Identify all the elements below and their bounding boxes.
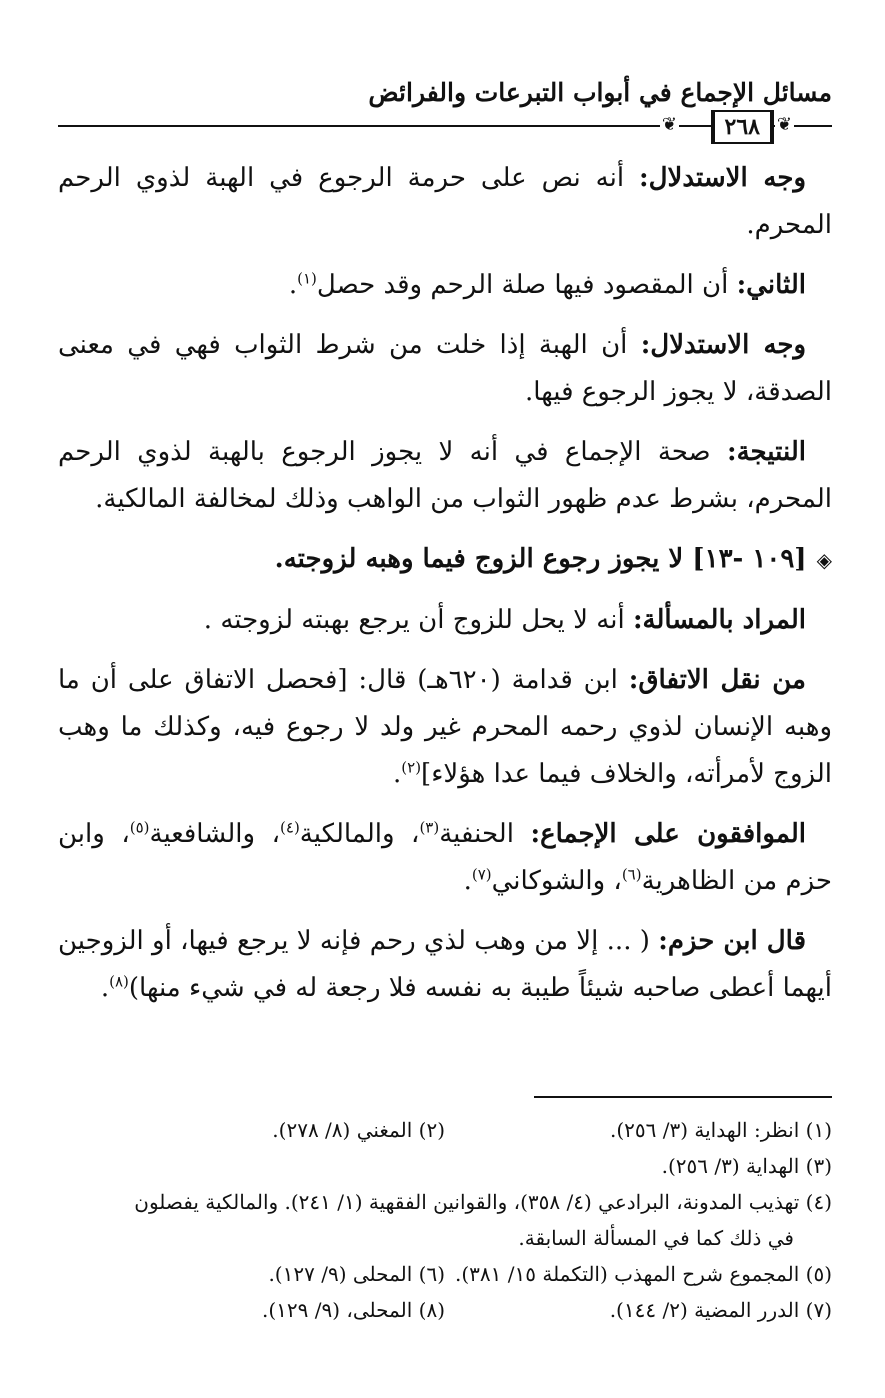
paragraph-label: النتيجة: <box>726 437 806 467</box>
footnote-ref[interactable]: (٥) <box>129 818 150 837</box>
paragraph: الثاني: أن المقصود فيها صلة الرحم وقد حصل$^{(١)}$. <box>288 269 806 300</box>
paragraph-text: أن المقصود فيها صلة الرحم وقد حصل <box>316 270 729 300</box>
ornament-icon: ❦ <box>661 114 677 135</box>
paragraph-text: أنه لا يحل للزوج أن يرجع بهبته لزوجته . <box>203 605 625 635</box>
footnote: (٦) المحلى (٩/ ١٢٧). <box>268 1262 445 1286</box>
ornament-icon: ❦ <box>776 114 792 135</box>
paragraph-label: وجه الاستدلال: <box>640 330 807 360</box>
diamond-icon: ◈ <box>816 548 832 572</box>
section-heading <box>58 536 832 584</box>
paragraph: الموافقون على الإجماع: الحنفية$^{(٣)}$، والمالكية$^{(٤)}$، والشافعية$^{(٥)}$، وابن حزم من الظاهرية$^{(٦)}$، والشوكاني$^{(٧)}$. <box>58 818 832 896</box>
running-title: مسائل الإجماع في أبواب التبرعات والفرائض <box>368 78 832 107</box>
page-number: ٢٦٨ <box>711 110 774 144</box>
paragraph-text: ( ... إلا من وهب لذي رحم فإنه لا يرجع فيها، أو الزوجين أيهما أعطى صاحبه شيئاً طيبة به نفسه فلا رجعة له في شيء منها) <box>58 926 832 1003</box>
footnote: (١) انظر: الهداية (٣/ ٢٥٦). <box>609 1118 832 1142</box>
footnote: (٤) تهذيب المدونة، البرادعي (٤/ ٣٥٨)، والقوانين الفقهية (١/ ٢٤١). والمالكية يفصلون <box>134 1190 832 1214</box>
paragraph-label: وجه الاستدلال: <box>639 163 807 193</box>
footnotes <box>58 1112 832 1328</box>
footnote: (٣) الهداية (٣/ ٢٥٦). <box>661 1154 832 1178</box>
paragraph <box>58 429 832 523</box>
paragraph-label: الثاني: <box>736 270 806 300</box>
footnote-ref[interactable]: (٦) <box>621 865 642 884</box>
heading-code: [١٠٩ -١٣] <box>692 544 807 574</box>
footnote-ref[interactable]: (٤) <box>280 818 300 837</box>
main-text <box>58 155 832 1025</box>
paragraph <box>58 155 832 249</box>
footnote-ref[interactable]: (٧) <box>471 865 492 884</box>
footnote-ref[interactable]: (٢) <box>401 758 422 777</box>
paragraph <box>58 322 832 416</box>
heading-text: لا يجوز رجوع الزوج فيما وهبه لزوجته. <box>274 544 684 574</box>
footnote: (٢) المغني (٨/ ٢٧٨). <box>272 1118 445 1142</box>
footnote-rule <box>534 1096 832 1098</box>
footnote-ref[interactable]: (١) <box>297 269 317 288</box>
footnote-continuation: في ذلك كما في المسألة السابقة. <box>518 1226 794 1250</box>
paragraph-text: صحة الإجماع في أنه لا يجوز الرجوع بالهبة لذوي الرحم المحرم، بشرط عدم ظهور الثواب من الواهب وذلك لمخالفة المالكية. <box>58 437 832 514</box>
footnote-ref[interactable]: (٣) <box>419 818 440 837</box>
paragraph-label: المراد بالمسألة: <box>632 605 806 635</box>
paragraph-label: من نقل الاتفاق: <box>628 665 806 695</box>
paragraph: من نقل الاتفاق: ابن قدامة (٦٢٠هـ) قال: [فحصل الاتفاق على أن ما وهبه الإنسان لذوي رحمه المحرم غير ولد لا رجوع فيه، وكذلك ما وهب الزوج لأمرأته، والخلاف فيما عدا هؤلاء]$^{(٢)}$. <box>58 665 832 789</box>
paragraph-text: أنه نص على حرمة الرجوع في الهبة لذوي الرحم المحرم. <box>58 163 832 240</box>
footnote-ref[interactable]: (٨) <box>109 972 129 991</box>
footnote: (٧) الدرر المضية (٢/ ١٤٤). <box>609 1298 832 1322</box>
paragraph-label: الموافقون على الإجماع: <box>530 819 807 849</box>
paragraph-text: ابن قدامة (٦٢٠هـ) قال: [فحصل الاتفاق على أن ما وهبه الإنسان لذوي رحمه المحرم غير ولد لا رجوع فيه، وكذلك ما وهب الزوج لأمرأته، والخلاف فيما عدا هؤلاء] <box>58 665 832 789</box>
footnote: (٥) المجموع شرح المهذب (التكملة ١٥/ ٣٨١). <box>454 1262 832 1286</box>
paragraph <box>58 597 832 644</box>
paragraph-label: قال ابن حزم: <box>658 926 806 956</box>
paragraph: قال ابن حزم: ( ... إلا من وهب لذي رحم فإنه لا يرجع فيها، أو الزوجين أيهما أعطى صاحبه شيئاً طيبة به نفسه فلا رجعة له في شيء منها)$^{(٨)}$. <box>58 926 832 1003</box>
paragraph-text: أن الهبة إذا خلت من شرط الثواب فهي في معنى الصدقة، لا يجوز الرجوع فيها. <box>58 330 832 407</box>
footnote: (٨) المحلى، (٩/ ١٢٩). <box>261 1298 445 1322</box>
